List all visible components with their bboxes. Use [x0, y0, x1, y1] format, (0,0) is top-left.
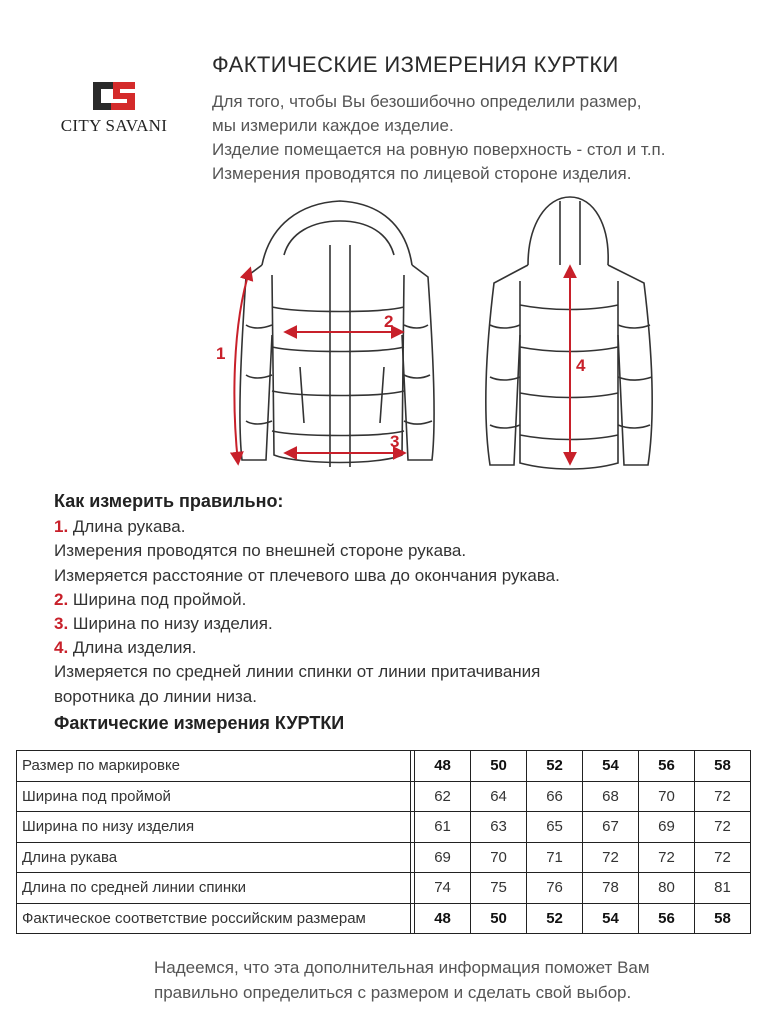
size-value-cell: 61	[415, 812, 471, 843]
size-value-cell: 54	[583, 751, 639, 782]
size-value-cell: 56	[639, 751, 695, 782]
instruction-line: Измеряется по средней линии спинки от линии притачивания	[54, 662, 541, 682]
table-row	[17, 903, 751, 934]
size-value-cell: 76	[527, 873, 583, 904]
instruction-line: 3. Ширина по низу изделия.	[54, 614, 273, 634]
size-value-cell: 72	[695, 812, 751, 843]
size-value-cell: 67	[583, 812, 639, 843]
intro-line: мы измерили каждое изделие.	[212, 116, 454, 135]
table-title: Фактические измерения КУРТКИ	[54, 713, 345, 733]
marker-1: 1	[216, 344, 226, 363]
row-label: Размер по маркировке	[17, 751, 411, 782]
size-value-cell: 78	[583, 873, 639, 904]
size-value-cell: 48	[415, 903, 471, 934]
size-value-cell: 54	[583, 903, 639, 934]
instruction-line: 4. Длина изделия.	[54, 638, 197, 658]
row-label: Ширина по низу изделия	[17, 812, 411, 843]
row-label: Длина по средней линии спинки	[17, 873, 411, 904]
intro-text	[212, 90, 665, 186]
size-value-cell: 52	[527, 903, 583, 934]
instruction-line: 1. Длина рукава.	[54, 517, 186, 537]
row-label: Ширина под проймой	[17, 781, 411, 812]
table-row	[17, 812, 751, 843]
size-value-cell: 50	[471, 751, 527, 782]
size-value-cell: 80	[639, 873, 695, 904]
table-row	[17, 842, 751, 873]
size-value-cell: 68	[583, 781, 639, 812]
intro-line: Изделие помещается на ровную поверхность - стол и т.п.	[212, 140, 666, 159]
size-value-cell: 56	[639, 903, 695, 934]
size-value-cell: 70	[471, 842, 527, 873]
marker-2: 2	[384, 312, 394, 331]
table-row	[17, 781, 751, 812]
size-value-cell: 65	[527, 812, 583, 843]
marker-3: 3	[390, 432, 400, 451]
row-label: Длина рукава	[17, 842, 411, 873]
footer-line: правильно определиться с размером и сделать свой выбор.	[154, 983, 632, 1002]
footer-note	[154, 955, 650, 1005]
measurement-instructions	[54, 489, 560, 709]
table-row	[17, 873, 751, 904]
size-value-cell: 52	[527, 751, 583, 782]
size-value-cell: 50	[471, 903, 527, 934]
size-value-cell: 62	[415, 781, 471, 812]
instruction-line: Измерения проводятся по внешней стороне рукава.	[54, 541, 467, 561]
size-value-cell: 58	[695, 903, 751, 934]
instructions-title: Как измерить правильно:	[54, 491, 284, 511]
jacket-measurement-diagram	[0, 185, 766, 475]
instruction-line: воротника до линии низа.	[54, 686, 257, 706]
jacket-front-icon	[240, 201, 434, 467]
size-value-cell: 48	[415, 751, 471, 782]
size-value-cell: 74	[415, 873, 471, 904]
instruction-line: Измеряется расстояние от плечевого шва до окончания рукава.	[54, 565, 560, 585]
intro-line: Измерения проводятся по лицевой стороне изделия.	[212, 164, 632, 183]
size-value-cell: 81	[695, 873, 751, 904]
size-value-cell: 72	[695, 781, 751, 812]
size-value-cell: 70	[639, 781, 695, 812]
size-value-cell: 69	[415, 842, 471, 873]
size-value-cell: 75	[471, 873, 527, 904]
table-row	[17, 751, 751, 782]
page-title: ФАКТИЧЕСКИЕ ИЗМЕРЕНИЯ КУРТКИ	[212, 52, 619, 77]
row-label: Фактическое соответствие российским размерам	[17, 903, 411, 934]
size-value-cell: 58	[695, 751, 751, 782]
size-value-cell: 71	[527, 842, 583, 873]
brand-logo	[44, 80, 184, 136]
intro-line: Для того, чтобы Вы безошибочно определили размер,	[212, 92, 642, 111]
marker-4: 4	[576, 356, 586, 375]
instruction-line: 2. Ширина под проймой.	[54, 589, 247, 609]
size-value-cell: 72	[639, 842, 695, 873]
size-value-cell: 72	[695, 842, 751, 873]
size-table	[16, 750, 751, 934]
brand-name: CITY SAVANI	[60, 116, 168, 135]
city-savani-logo-icon	[91, 80, 137, 112]
size-value-cell: 66	[527, 781, 583, 812]
size-value-cell: 72	[583, 842, 639, 873]
size-value-cell: 64	[471, 781, 527, 812]
size-value-cell: 63	[471, 812, 527, 843]
footer-line: Надеемся, что эта дополнительная информация поможет Вам	[154, 958, 650, 977]
size-value-cell: 69	[639, 812, 695, 843]
